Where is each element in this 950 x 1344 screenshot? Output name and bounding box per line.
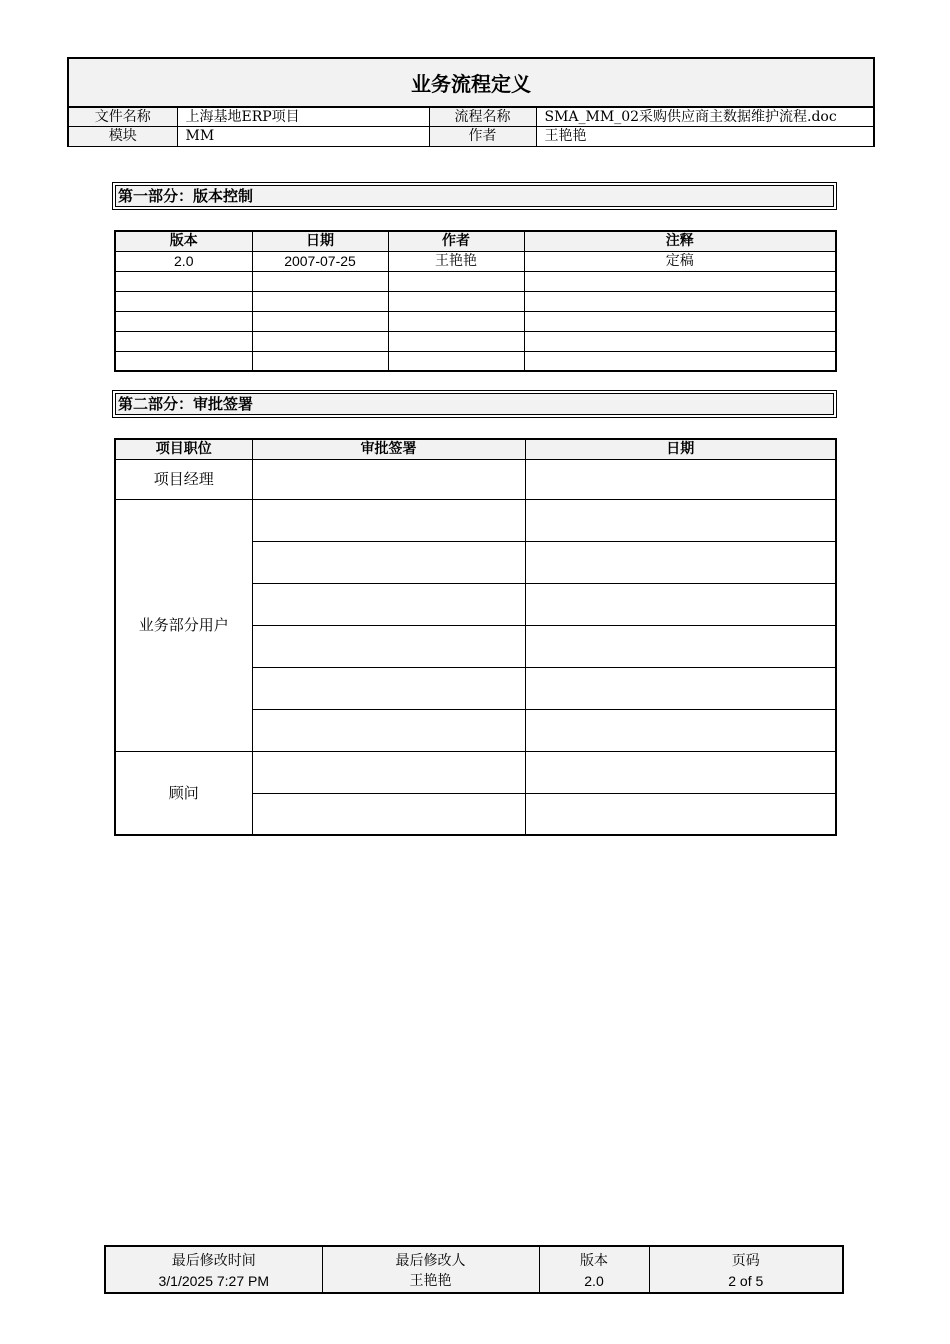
signature-cell xyxy=(252,709,525,751)
table-cell: 王艳艳 xyxy=(388,251,524,271)
table-cell xyxy=(524,291,836,311)
table-row xyxy=(115,751,836,793)
column-header-date: 日期 xyxy=(252,231,388,251)
table-row xyxy=(115,271,836,291)
table-cell xyxy=(388,311,524,331)
table-row xyxy=(115,291,836,311)
table-cell xyxy=(388,331,524,351)
file-name-label: 文件名称 xyxy=(69,108,177,127)
table-cell xyxy=(115,331,252,351)
signature-cell xyxy=(252,459,525,499)
version-control-table xyxy=(114,230,837,372)
table-cell: 定稿 xyxy=(524,251,836,271)
signature-cell xyxy=(252,541,525,583)
section-heading-text: 第二部分：审批签署 xyxy=(115,393,834,415)
date-cell xyxy=(525,541,836,583)
table-cell xyxy=(252,311,388,331)
date-cell xyxy=(525,499,836,541)
footer-page-value: 2 of 5 xyxy=(728,1272,764,1289)
column-header-version: 版本 xyxy=(115,231,252,251)
table-cell xyxy=(115,351,252,371)
role-consultant: 顾问 xyxy=(115,751,252,835)
module-value: MM xyxy=(177,127,429,146)
footer-modified-time-value: 3/1/2025 7:27 PM xyxy=(158,1272,270,1289)
file-name-value: 上海基地ERP项目 xyxy=(177,108,429,127)
table-row xyxy=(115,351,836,371)
footer-modified-by-label: 最后修改人 xyxy=(395,1252,466,1269)
column-header-author: 作者 xyxy=(388,231,524,251)
footer-version-label: 版本 xyxy=(580,1252,608,1269)
page-footer xyxy=(104,1245,844,1294)
section-version-control-heading xyxy=(112,182,837,210)
table-cell: 2.0 xyxy=(115,251,252,271)
signature-cell xyxy=(252,583,525,625)
column-header-date: 日期 xyxy=(525,439,836,459)
approval-signature-table xyxy=(114,438,837,836)
section-heading-text: 第一部分：版本控制 xyxy=(115,185,834,207)
table-row xyxy=(115,331,836,351)
role-business-user: 业务部分用户 xyxy=(115,499,252,751)
footer-page xyxy=(649,1247,842,1292)
date-cell xyxy=(525,459,836,499)
table-cell: 2007-07-25 xyxy=(252,251,388,271)
document-header xyxy=(67,57,875,147)
section-approval-heading xyxy=(112,390,837,418)
table-cell xyxy=(252,351,388,371)
document-info-table xyxy=(69,107,873,146)
column-header-note: 注释 xyxy=(524,231,836,251)
table-row xyxy=(115,311,836,331)
table-cell xyxy=(252,331,388,351)
table-cell xyxy=(115,271,252,291)
table-cell xyxy=(524,271,836,291)
author-value: 王艳艳 xyxy=(536,127,873,146)
table-cell xyxy=(388,271,524,291)
author-label: 作者 xyxy=(429,127,536,146)
module-label: 模块 xyxy=(69,127,177,146)
signature-cell xyxy=(252,751,525,793)
footer-modified-by xyxy=(322,1247,539,1292)
date-cell xyxy=(525,625,836,667)
signature-cell xyxy=(252,793,525,835)
signature-cell xyxy=(252,625,525,667)
footer-info-table xyxy=(106,1247,842,1292)
footer-modified-by-value: 王艳艳 xyxy=(409,1272,452,1289)
document-title: 业务流程定义 xyxy=(69,59,873,107)
table-row xyxy=(115,251,836,271)
process-name-label: 流程名称 xyxy=(429,108,536,127)
column-header-signature: 审批签署 xyxy=(252,439,525,459)
table-cell xyxy=(524,351,836,371)
date-cell xyxy=(525,709,836,751)
table-cell xyxy=(252,271,388,291)
signature-cell xyxy=(252,499,525,541)
footer-modified-time xyxy=(106,1247,322,1292)
date-cell xyxy=(525,583,836,625)
date-cell xyxy=(525,793,836,835)
table-cell xyxy=(115,291,252,311)
table-cell xyxy=(388,291,524,311)
table-cell xyxy=(524,331,836,351)
footer-version xyxy=(539,1247,649,1292)
footer-version-value: 2.0 xyxy=(584,1272,604,1289)
footer-page-label: 页码 xyxy=(731,1252,760,1269)
table-cell xyxy=(252,291,388,311)
table-cell xyxy=(524,311,836,331)
table-row xyxy=(115,499,836,541)
process-name-value: SMA_MM_02采购供应商主数据维护流程.doc xyxy=(536,108,873,127)
table-row xyxy=(115,459,836,499)
date-cell xyxy=(525,751,836,793)
column-header-position: 项目职位 xyxy=(115,439,252,459)
role-project-manager: 项目经理 xyxy=(115,459,252,499)
footer-modified-time-label: 最后修改时间 xyxy=(171,1252,256,1269)
table-cell xyxy=(115,311,252,331)
table-cell xyxy=(388,351,524,371)
signature-cell xyxy=(252,667,525,709)
date-cell xyxy=(525,667,836,709)
